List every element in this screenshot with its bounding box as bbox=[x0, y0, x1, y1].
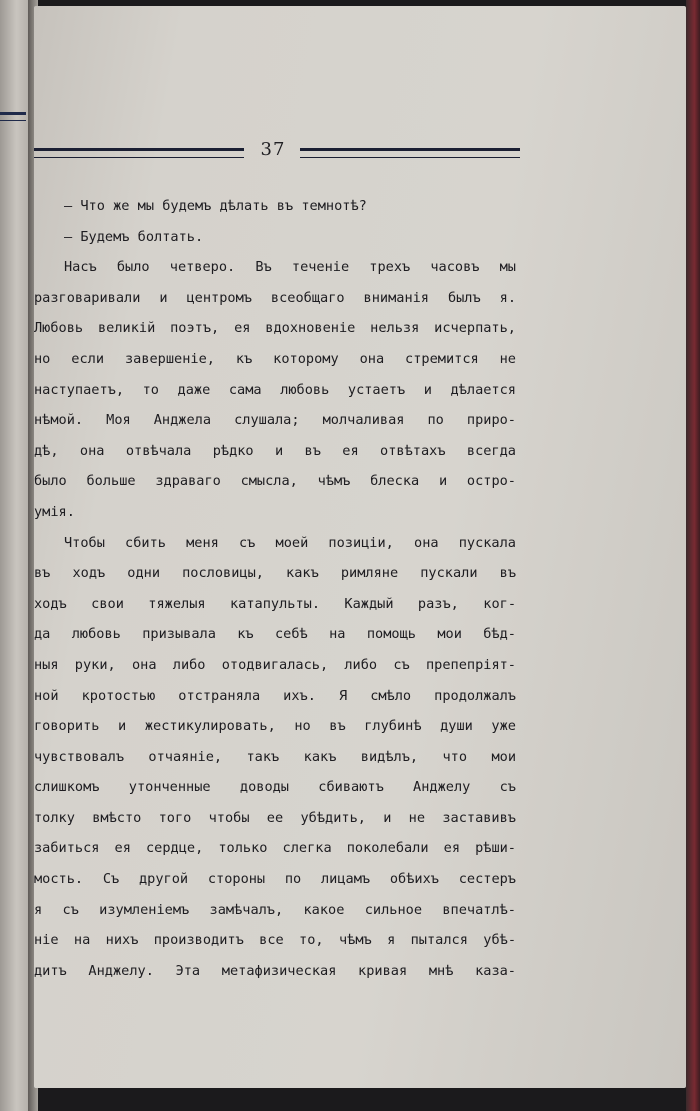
text-line: — Будемъ болтать. bbox=[64, 228, 204, 245]
text-line: Насъ было четверо. Въ теченіе трехъ часовъ мы bbox=[64, 259, 516, 276]
book-cover-edge bbox=[686, 0, 700, 1111]
text-line: въ ходъ одни пословицы, какъ римляне пускали въ bbox=[34, 565, 516, 582]
text-line: мость. Съ другой стороны по лицамъ обѣихъ сестеръ bbox=[34, 871, 516, 888]
page-number: 37 bbox=[260, 139, 286, 160]
text-line: ной кротостью отстраняла ихъ. Я смѣло продолжалъ bbox=[34, 687, 516, 704]
header-rule-left bbox=[34, 148, 244, 158]
text-line: нѣмой. Моя Анджела слушала; молчаливая по приро- bbox=[34, 412, 516, 429]
text-line: дитъ Анджелу. Эта метафизическая кривая мнѣ каза- bbox=[34, 962, 516, 979]
facing-page-rule-thin bbox=[0, 120, 26, 121]
book-page bbox=[34, 6, 686, 1088]
text-line: разговаривали и центромъ всеобщаго вниманія былъ я. bbox=[34, 289, 516, 306]
text-line: я съ изумленіемъ замѣчалъ, какое сильное впечатлѣ- bbox=[34, 901, 516, 918]
text-line: но если завершеніе, къ которому она стремится не bbox=[34, 350, 516, 367]
text-line: забиться ея сердце, только слегка поколебали ея рѣши- bbox=[34, 840, 516, 857]
page-header bbox=[34, 139, 554, 162]
facing-page-rule bbox=[0, 112, 26, 115]
text-line: да любовь призывала къ себѣ на помощь мои бѣд- bbox=[34, 626, 516, 643]
text-line: — Что же мы будемъ дѣлать въ темнотѣ? bbox=[64, 198, 367, 214]
text-line: ходъ свои тяжелыя катапульты. Каждый разъ, ког- bbox=[34, 595, 516, 612]
text-line: Чтобы сбить меня съ моей позиціи, она пускала bbox=[64, 534, 516, 551]
text-line: толку вмѣсто того чтобы ее убѣдить, и не заставивъ bbox=[34, 809, 516, 826]
text-line: Любовь великій поэтъ, ея вдохновеніе нельзя исчерпать, bbox=[34, 320, 516, 337]
facing-page-edge bbox=[0, 0, 30, 1111]
text-line: дѣ, она отвѣчала рѣдко и въ ея отвѣтахъ всегда bbox=[34, 442, 516, 459]
text-line: наступаетъ, то даже сама любовь устаетъ и дѣлается bbox=[34, 381, 516, 398]
text-line: слишкомъ утонченные доводы сбиваютъ Анджелу съ bbox=[34, 779, 516, 796]
text-line: говорить и жестикулировать, но въ глубинѣ души уже bbox=[34, 718, 516, 735]
page-text bbox=[34, 191, 516, 986]
text-line: ніе на нихъ производитъ все то, чѣмъ я пытался убѣ- bbox=[34, 932, 516, 949]
text-line: ныя руки, она либо отодвигалась, либо съ препепріят- bbox=[34, 656, 516, 673]
header-rule-right bbox=[300, 148, 520, 158]
text-line: чувствовалъ отчаяніе, такъ какъ видѣлъ, что мои bbox=[34, 748, 516, 765]
text-line: умія. bbox=[34, 503, 75, 520]
text-line: было больше здраваго смысла, чѣмъ блеска и остро- bbox=[34, 473, 516, 490]
